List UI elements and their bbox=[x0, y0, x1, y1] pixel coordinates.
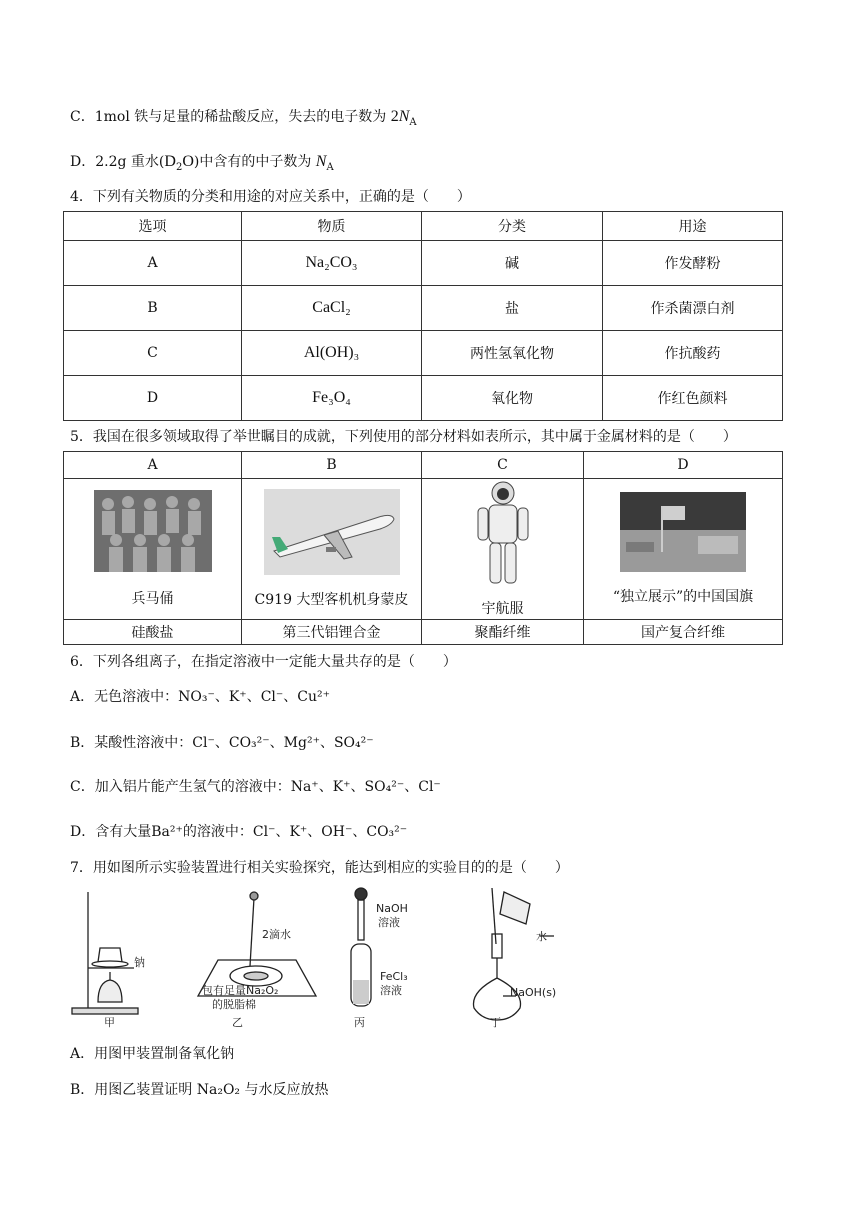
material-cell: 聚酯纤维 bbox=[422, 620, 584, 645]
material-cell: 第三代铝锂合金 bbox=[242, 620, 422, 645]
header-cell: D bbox=[584, 452, 783, 479]
q4-stem: 4．下列有关物质的分类和用途的对应关系中，正确的是（ ） bbox=[70, 189, 471, 205]
header-cell: A bbox=[64, 452, 242, 479]
option-cell: C bbox=[64, 331, 242, 376]
use-cell: 作杀菌漂白剂 bbox=[603, 286, 783, 331]
q5-stem: 5．我国在很多领域取得了举世瞩目的成就，下列使用的部分材料如表所示，其中属于金属材料的是（ ） bbox=[70, 429, 737, 445]
spacesuit-image bbox=[473, 480, 533, 588]
label-naoh-2: 溶液 bbox=[378, 916, 400, 929]
q3-option-d: D．2.2g 重水$(D_2O)$中含有的中子数为 $N_A$ bbox=[70, 153, 334, 173]
label-cotton-1: 包有足量Na₂O₂ bbox=[202, 984, 279, 997]
q6-option-a: A．无色溶液中：NO₃⁻、K⁺、Cl⁻、Cu²⁺ bbox=[70, 689, 330, 705]
class-cell: 氧化物 bbox=[422, 376, 603, 421]
spacesuit-cell bbox=[422, 479, 584, 620]
header-cell: 选项 bbox=[64, 212, 242, 241]
q6-stem: 6．下列各组离子，在指定溶液中一定能大量共存的是（ ） bbox=[70, 654, 457, 670]
table-header-row bbox=[64, 212, 783, 241]
header-cell: C bbox=[422, 452, 584, 479]
table-row bbox=[64, 376, 783, 421]
label-ding: 丁 bbox=[490, 1016, 501, 1029]
option-cell: D bbox=[64, 376, 242, 421]
table-row bbox=[64, 286, 783, 331]
q6-option-d: D．含有大量Ba²⁺的溶液中：Cl⁻、K⁺、OH⁻、CO₃²⁻ bbox=[70, 824, 408, 840]
label-yi: 乙 bbox=[232, 1016, 243, 1029]
substance-cell: CaCl₂ bbox=[242, 286, 422, 331]
label-2-drops-water: 2滴水 bbox=[262, 928, 291, 941]
label-jia: 甲 bbox=[104, 1016, 115, 1029]
caption: 兵马俑 bbox=[131, 591, 174, 607]
class-cell: 碱 bbox=[422, 241, 603, 286]
c919-aircraft-image bbox=[264, 489, 400, 575]
lunar-flag-image bbox=[620, 492, 746, 572]
q7-stem: 7．用如图所示实验装置进行相关实验探究，能达到相应的实验目的的是（ ） bbox=[70, 860, 569, 876]
header-cell: B bbox=[242, 452, 422, 479]
q6-option-c: C．加入铝片能产生氢气的溶液中：Na⁺、K⁺、SO₄²⁻、Cl⁻ bbox=[70, 779, 441, 795]
terracotta-warriors-image bbox=[94, 490, 212, 572]
caption: C919 大型客机机身蒙皮 bbox=[254, 592, 409, 608]
label-fecl3-2: 溶液 bbox=[380, 984, 402, 997]
label-naoh-solid: NaOH(s) bbox=[510, 986, 557, 999]
class-cell: 两性氢氧化物 bbox=[422, 331, 603, 376]
class-cell: 盐 bbox=[422, 286, 603, 331]
q5-table bbox=[63, 451, 783, 645]
label-fecl3-1: FeCl₃ bbox=[380, 970, 408, 983]
label-cotton-2: 的脱脂棉 bbox=[212, 998, 256, 1011]
q7-option-b: B．用图乙装置证明 Na₂O₂ 与水反应放热 bbox=[70, 1082, 329, 1098]
caption: 宇航服 bbox=[481, 601, 524, 617]
substance-cell: Al(OH)₃ bbox=[242, 331, 422, 376]
terracotta-cell bbox=[64, 479, 242, 620]
material-cell: 国产复合纤维 bbox=[584, 620, 783, 645]
option-cell: A bbox=[64, 241, 242, 286]
table-row bbox=[64, 331, 783, 376]
substance-cell: Fe₃O₄ bbox=[242, 376, 422, 421]
substance-cell: Na₂CO₃ bbox=[242, 241, 422, 286]
q6-option-b: B．某酸性溶液中：Cl⁻、CO₃²⁻、Mg²⁺、SO₄²⁻ bbox=[70, 735, 374, 751]
q7-apparatus-figure bbox=[70, 884, 570, 1030]
use-cell: 作红色颜料 bbox=[603, 376, 783, 421]
header-cell: 物质 bbox=[242, 212, 422, 241]
use-cell: 作发酵粉 bbox=[603, 241, 783, 286]
use-cell: 作抗酸药 bbox=[603, 331, 783, 376]
q3-option-c: C．1mol 铁与足量的稀盐酸反应，失去的电子数为 $2N_A$ bbox=[70, 108, 417, 128]
caption: “独立展示”的中国国旗 bbox=[612, 589, 754, 605]
q4-table bbox=[63, 211, 783, 421]
label-water: 水 bbox=[536, 930, 547, 943]
material-row bbox=[64, 620, 783, 645]
header-cell: 分类 bbox=[422, 212, 603, 241]
image-row bbox=[64, 479, 783, 620]
label-na: 钠 bbox=[134, 956, 145, 969]
label-naoh-1: NaOH bbox=[376, 902, 408, 915]
header-cell: 用途 bbox=[603, 212, 783, 241]
material-cell: 硅酸盐 bbox=[64, 620, 242, 645]
q7-option-a: A．用图甲装置制备氧化钠 bbox=[70, 1046, 235, 1062]
option-cell: B bbox=[64, 286, 242, 331]
table-row bbox=[64, 241, 783, 286]
label-bing: 丙 bbox=[354, 1016, 365, 1029]
table-header-row bbox=[64, 452, 783, 479]
aircraft-cell bbox=[242, 479, 422, 620]
flag-cell bbox=[584, 479, 783, 620]
